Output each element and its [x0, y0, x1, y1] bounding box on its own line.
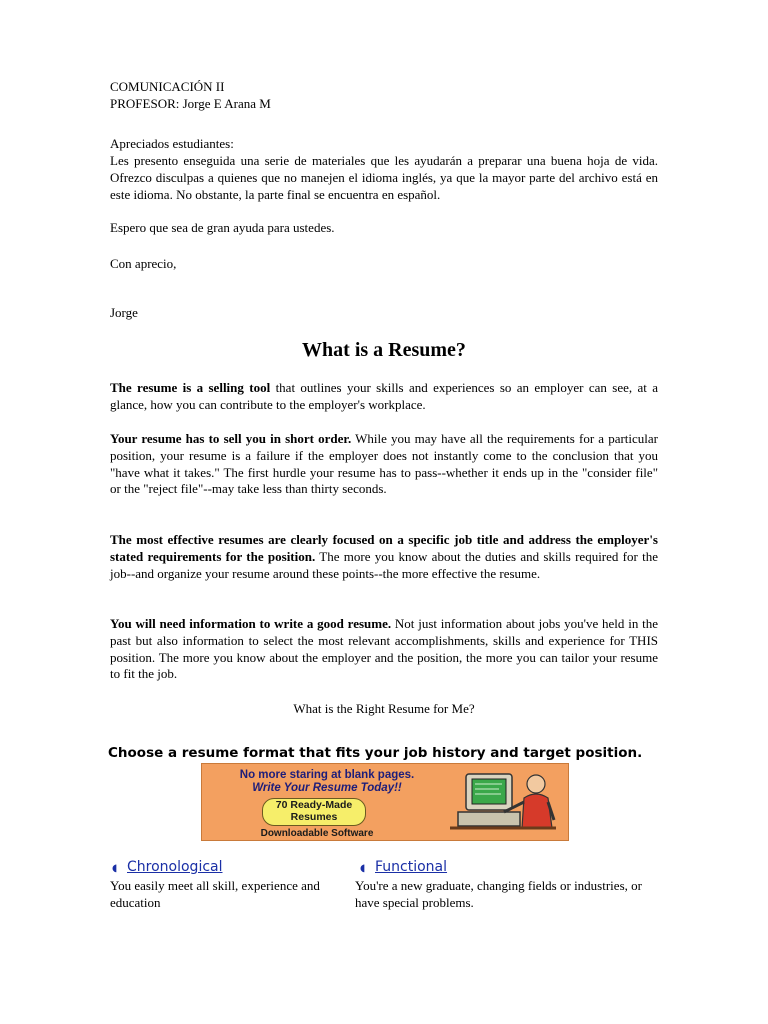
banner-line-1: No more staring at blank pages.	[239, 769, 415, 781]
paragraph-4-lead: You will need information to write a good resume.	[110, 616, 392, 631]
option-chronological-link[interactable]: Chronological	[127, 859, 223, 875]
banner-pill-label: 70 Ready-Made Resumes	[275, 799, 353, 823]
bullet-icon: ◖	[112, 863, 118, 874]
main-title: What is a Resume?	[302, 339, 466, 361]
banner-sub: Downloadable Software	[260, 828, 374, 839]
greeting: Apreciados estudiantes:	[110, 136, 234, 151]
letter-signature: Jorge	[110, 305, 138, 320]
choose-heading: Choose a resume format that fits your job history and target position.	[108, 745, 643, 761]
letter-closing: Con aprecio,	[110, 256, 177, 271]
paragraph-2-text: While you may have all the requirements for a particular position, your resume is a failure if the employer does not instantly come to the conclusion that you "have what it takes." The first hurdle your resume has to pass--whether it ends up in the "consider file" or the "reject file"--may take less than thirty seconds.	[110, 431, 658, 497]
paragraph-3-lead: The most effective resumes are clearly focused on a specific job title and address the employer's stated requirements for the position.	[110, 532, 658, 564]
paragraph-2-lead: Your resume has to sell you in short order.	[110, 431, 352, 446]
professor-name: PROFESOR: Jorge E Arana M	[110, 96, 271, 111]
course-name: COMUNICACIÓN II	[110, 79, 225, 94]
paragraph-2	[110, 431, 658, 498]
paragraph-1-lead: The resume is a selling tool	[110, 380, 271, 395]
paragraph-4	[110, 616, 658, 683]
letter-body: Les presento enseguida una serie de materiales que les ayudarán a preparar una buena hoja de vida. Ofrezco disculpas a quienes que no manejen el idioma inglés, ya que la mayor parte del archivo está en este idioma. No obstante, la parte final se encuentra en español.	[110, 153, 658, 202]
paragraph-3	[110, 532, 658, 582]
bullet-icon: ◖	[360, 863, 366, 874]
banner-line-2: Write Your Resume Today!!	[252, 782, 402, 794]
subheading: What is the Right Resume for Me?	[293, 701, 475, 716]
resume-software-banner[interactable]	[201, 763, 569, 841]
option-functional-text: You're a new graduate, changing fields or industries, or have special problems.	[355, 878, 642, 910]
option-chronological-text: You easily meet all skill, experience and education	[110, 878, 320, 910]
option-functional-link[interactable]: Functional	[375, 859, 448, 875]
paragraph-1-text: that outlines your skills and experiences so an employer can see, at a glance, how you can contribute to the employer's workplace.	[110, 380, 658, 412]
letter-hope: Espero que sea de gran ayuda para ustedes.	[110, 220, 335, 235]
paragraph-4-text: Not just information about jobs you've held in the past but also information to select the most relevant accomplishments, skills and experience for THIS position. The more you know about the employer and the position, the more you can tailor your resume to fit the job.	[110, 616, 658, 682]
computer-user-illustration-icon	[444, 768, 562, 836]
paragraph-3-text: The more you know about the duties and skills required for the job--and organize your resume around these points--the more effective the resume.	[110, 548, 658, 581]
paragraph-1	[110, 380, 658, 414]
banner-pill[interactable]	[262, 798, 366, 826]
